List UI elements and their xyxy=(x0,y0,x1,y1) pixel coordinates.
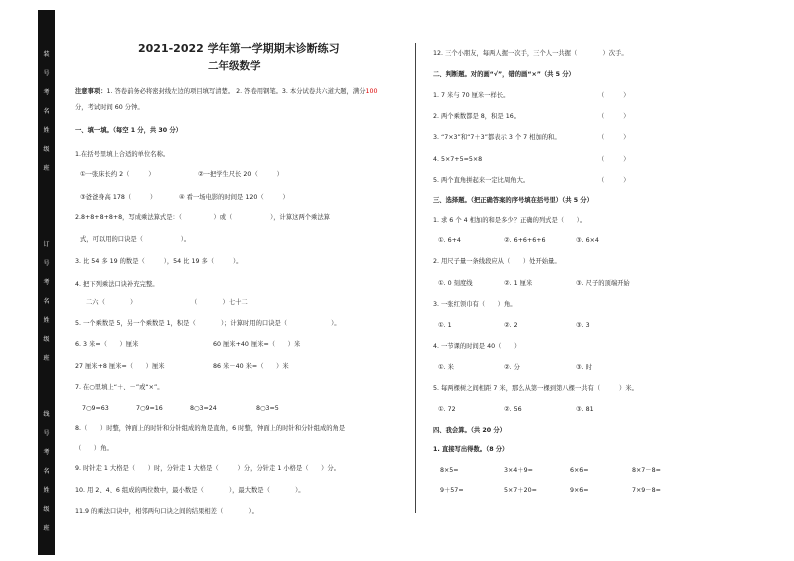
question-6c: 27 厘米+8 厘米=（ ）厘米 xyxy=(75,363,165,370)
binding-char: 班 xyxy=(43,165,50,172)
notice-line-2: 分，考试时间 60 分钟。 xyxy=(75,104,144,111)
judge-3-paren: （ ） xyxy=(598,134,630,141)
section-3-heading: 三、选择题。（把正确答案的序号填在括号里）（共 5 分） xyxy=(433,197,593,204)
calc-item: 9×6= xyxy=(570,487,589,494)
judge-1: 1. 7 米与 70 厘米一样长。 xyxy=(433,92,510,99)
question-7a: 7○9=63 xyxy=(82,405,109,412)
notice-score: 100 xyxy=(365,88,378,95)
question-4a: 二六（ ） xyxy=(86,299,137,306)
binding-char: 线 xyxy=(43,411,50,418)
choice-5: 5. 每两棵树之间相距 7 米，那么从第一棵到第八棵一共有（ ）米。 xyxy=(433,385,638,392)
choice-2b: ②. 1 厘米 xyxy=(504,280,533,287)
judge-5-paren: （ ） xyxy=(598,177,630,184)
binding-char: 名 xyxy=(43,468,50,475)
choice-3: 3. 一张红领巾有（ ）角。 xyxy=(433,301,517,308)
binding-char: 考 xyxy=(43,279,50,286)
choice-4c: ③. 时 xyxy=(576,364,592,371)
question-5: 5. 一个乘数是 5，另一个乘数是 1，积是（ ）；计算时用的口诀是（ ）。 xyxy=(75,320,341,327)
column-divider xyxy=(415,43,416,513)
page-subtitle: 二年级数学 xyxy=(208,60,261,72)
question-6a: 6. 3 米=（ ）厘米 xyxy=(75,341,139,348)
choice-2c: ③. 尺子的顶端开始 xyxy=(576,280,630,287)
binding-char: 级 xyxy=(43,336,50,343)
binding-char: 号 xyxy=(43,70,50,77)
notice-label: 注意事项： xyxy=(75,88,107,95)
calc-item: 6×6= xyxy=(570,467,589,474)
binding-char: 级 xyxy=(43,146,50,153)
question-6d: 86 米－40 米=（ ）米 xyxy=(213,363,289,370)
section-4-heading: 四、我会算。（共 20 分） xyxy=(433,427,506,434)
question-4: 4. 把下列乘法口诀补充完整。 xyxy=(75,281,159,288)
judge-2: 2. 两个乘数都是 8，积是 16。 xyxy=(433,113,521,120)
choice-5a: ①. 72 xyxy=(438,406,456,413)
question-7: 7. 在○里填上“＋、－”或“×”。 xyxy=(75,384,164,391)
choice-4: 4. 一节课的时间是 40（ ） xyxy=(433,343,521,350)
binding-label-group-3 xyxy=(40,410,53,543)
question-7c: 8○3=24 xyxy=(190,405,217,412)
notice-line-1 xyxy=(75,88,378,96)
choice-1b: ②. 6+6+6+6 xyxy=(504,237,546,244)
binding-char: 号 xyxy=(43,430,50,437)
binding-char: 订 xyxy=(43,241,50,248)
binding-char: 姓 xyxy=(43,317,50,324)
question-1b: ②一把学生尺长 20（ ） xyxy=(198,171,283,178)
question-9: 9. 时针走 1 大格是（ ）时，分针走 1 大格是（ ）分，分针走 1 小格是（ ）分。 xyxy=(75,465,341,472)
binding-char: 名 xyxy=(43,108,50,115)
judge-4: 4. 5×7+5=5×8 xyxy=(433,156,483,163)
section-2-heading: 二、判断题。对的画“√”，错的画“×”（共 5 分） xyxy=(433,71,575,78)
choice-5c: ③. 81 xyxy=(576,406,594,413)
choice-3a: ①. 1 xyxy=(438,322,452,329)
binding-label-group-1 xyxy=(40,50,53,183)
notice-score-prefix: 满分 xyxy=(352,88,366,95)
judge-4-paren: （ ） xyxy=(598,156,630,163)
calc-item: 8×5= xyxy=(440,467,459,474)
binding-char: 级 xyxy=(43,506,50,513)
calc-item: 3×4＋9= xyxy=(504,467,533,474)
question-3: 3. 比 54 多 19 的数是（ ），54 比 19 多（ ）。 xyxy=(75,258,243,265)
question-1d: ④ 看一场电影的时间是 120（ ） xyxy=(179,194,289,201)
question-7b: 7○9=16 xyxy=(136,405,163,412)
binding-char: 考 xyxy=(43,449,50,456)
choice-4b: ②. 分 xyxy=(504,364,520,371)
choice-2: 2. 用尺子量一条线段应从（ ）处开始量。 xyxy=(433,258,561,265)
question-1: 1.在括号里填上合适的单位名称。 xyxy=(75,151,170,158)
notice-text: 1. 答卷前务必将密封线左边的项目填写清楚。 2. 答卷用钢笔。3. 本分试卷共六道大题， xyxy=(106,88,353,95)
question-8b: （ ）角。 xyxy=(75,445,113,452)
judge-1-paren: （ ） xyxy=(598,92,630,99)
binding-char: 号 xyxy=(43,260,50,267)
question-7d: 8○3=5 xyxy=(256,405,279,412)
choice-4a: ①. 米 xyxy=(438,364,454,371)
binding-char: 考 xyxy=(43,89,50,96)
binding-label-group-2 xyxy=(40,240,53,373)
choice-1c: ③. 6×4 xyxy=(576,237,599,244)
calc-item: 5×7＋20= xyxy=(504,487,537,494)
binding-char: 班 xyxy=(43,525,50,532)
binding-char: 名 xyxy=(43,298,50,305)
calc-item: 8×7－8= xyxy=(632,467,661,474)
calc-title: 1. 直接写出得数。（8 分） xyxy=(433,446,509,453)
choice-3b: ②. 2 xyxy=(504,322,518,329)
calc-item: 9＋57= xyxy=(440,487,464,494)
choice-2a: ①. 0 刻度线 xyxy=(438,280,473,287)
question-2b: 式，可以用的口诀是（ ）。 xyxy=(80,236,191,243)
page-title: 2021-2022 学年第一学期期末诊断练习 xyxy=(138,42,340,55)
question-1c: ③爸爸身高 178（ ） xyxy=(80,194,157,201)
binding-char: 姓 xyxy=(43,127,50,134)
question-1a: ①一张床长约 2（ ） xyxy=(80,171,155,178)
choice-3c: ③. 3 xyxy=(576,322,590,329)
calc-item: 7×9－8= xyxy=(632,487,661,494)
question-2: 2.8+8+8+8+8，写成乘法算式是：（ ）或（ ），计算这两个乘法算 xyxy=(75,214,330,221)
choice-1: 1. 求 6 个 4 相加的和是多少？正确的列式是（ ）。 xyxy=(433,217,587,224)
question-4b: （ ）七十二 xyxy=(191,299,248,306)
question-12: 12. 三个小朋友，每两人握一次手，三个人一共握（ ）次手。 xyxy=(433,50,628,57)
binding-char: 装 xyxy=(43,51,50,58)
section-1-heading: 一、填一填。（每空 1 分，共 30 分） xyxy=(75,127,182,134)
question-6b: 60 厘米+40 厘米=（ ）米 xyxy=(213,341,301,348)
choice-1a: ①. 6+4 xyxy=(438,237,461,244)
binding-char: 姓 xyxy=(43,487,50,494)
question-11: 11.9 的乘法口诀中，相邻两句口诀之间的结果相差（ ）。 xyxy=(75,508,258,515)
question-8: 8.（ ）时整，钟面上的时针和分针组成的角是直角，6 时整，钟面上的时针和分针组成的角是 xyxy=(75,425,346,432)
judge-3: 3. “7×3”和“7＋3”都表示 3 个 7 相加的和。 xyxy=(433,134,561,141)
question-10: 10. 用 2、4、6 组成的两位数中，最小数是（ ），最大数是（ ）。 xyxy=(75,487,305,494)
binding-char: 班 xyxy=(43,355,50,362)
judge-2-paren: （ ） xyxy=(598,113,630,120)
choice-5b: ②. 56 xyxy=(504,406,522,413)
judge-5: 5. 两个直角拼起来一定比周角大。 xyxy=(433,177,530,184)
